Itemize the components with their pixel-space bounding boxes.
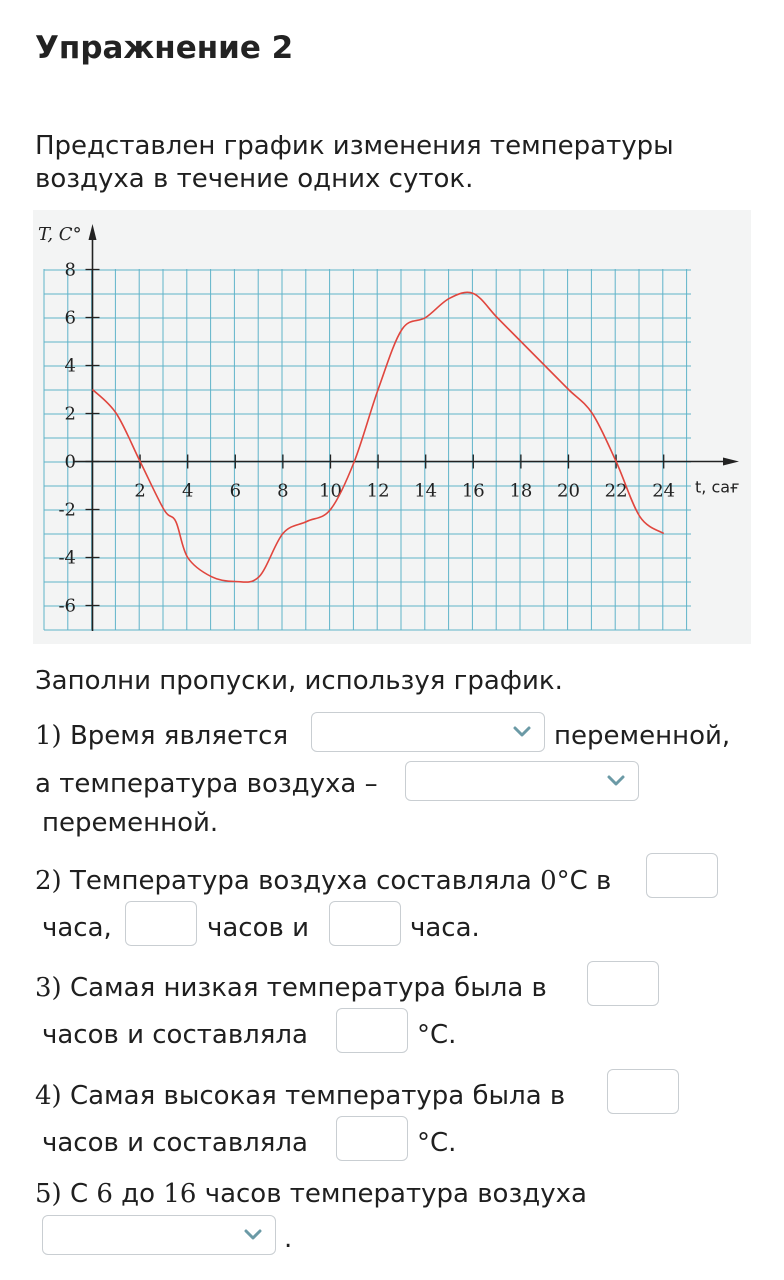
q5-text-a: С bbox=[61, 1179, 97, 1209]
q3-text-a: Самая низкая температура была в bbox=[61, 973, 547, 1003]
x-tick-label: 18 bbox=[509, 480, 533, 502]
q4-input-2[interactable] bbox=[336, 1116, 408, 1161]
q3-input-1[interactable] bbox=[587, 961, 659, 1006]
q3-text-c: °C. bbox=[417, 1020, 457, 1050]
temperature-chart bbox=[33, 210, 751, 644]
q5-dropdown[interactable] bbox=[42, 1215, 276, 1255]
q5-value-2: 16 bbox=[163, 1179, 197, 1209]
q1-text-a: Время является bbox=[61, 721, 289, 751]
q2-text-b: °C в bbox=[556, 866, 612, 896]
y-axis-arrow bbox=[89, 224, 97, 240]
x-tick-label: 8 bbox=[277, 480, 289, 502]
chevron-down-icon bbox=[512, 721, 532, 741]
x-tick-label: 6 bbox=[229, 480, 242, 502]
q4-line1 bbox=[35, 1081, 565, 1111]
y-tick-label: 8 bbox=[64, 259, 76, 281]
x-axis-arrow bbox=[723, 458, 739, 466]
q1-dropdown-1[interactable] bbox=[311, 712, 545, 752]
q3-text-b: часов и составляла bbox=[42, 1020, 308, 1050]
instruction-text: Заполни пропуски, используя график. bbox=[35, 666, 563, 696]
q5-text-b: до bbox=[112, 1179, 164, 1209]
x-tick-label: 20 bbox=[557, 480, 580, 502]
intro-text: Представлен график изменения температуры воздуха в течение одних суток. bbox=[35, 131, 674, 194]
q2-input-3[interactable] bbox=[329, 901, 401, 946]
q1-text-d: переменной. bbox=[42, 808, 219, 838]
q2-text-d: часов и bbox=[207, 913, 309, 943]
q1-number: 1) bbox=[35, 721, 62, 751]
x-tick-label: 16 bbox=[461, 480, 485, 502]
q2-text-e: часа. bbox=[410, 913, 480, 943]
q2-number: 2) bbox=[35, 866, 62, 896]
x-tick-label: 10 bbox=[319, 480, 342, 502]
q4-text-a: Самая высокая температура была в bbox=[61, 1081, 566, 1111]
q4-text-c: °C. bbox=[417, 1128, 457, 1158]
y-tick-label: -4 bbox=[58, 547, 76, 569]
y-tick-label: -2 bbox=[58, 499, 76, 521]
q1-text-b: переменной, bbox=[554, 721, 731, 751]
q5-value-1: 6 bbox=[96, 1179, 113, 1209]
q2-line1 bbox=[35, 866, 611, 896]
chart-svg bbox=[33, 210, 751, 644]
x-tick-label: 2 bbox=[134, 480, 146, 502]
y-tick-label: 6 bbox=[64, 307, 76, 329]
q1-text-c: а температура воздуха – bbox=[35, 769, 378, 799]
q2-value: 0 bbox=[540, 866, 557, 896]
q3-input-2[interactable] bbox=[336, 1008, 408, 1053]
q5-line1 bbox=[35, 1179, 587, 1209]
q5-number: 5) bbox=[35, 1179, 62, 1209]
y-axis-label: T, C° bbox=[38, 224, 82, 245]
q4-number: 4) bbox=[35, 1081, 62, 1111]
x-tick-label: 12 bbox=[366, 480, 390, 502]
x-tick-label: 24 bbox=[652, 480, 676, 502]
q2-input-1[interactable] bbox=[646, 853, 718, 898]
y-tick-label: 0 bbox=[64, 451, 76, 473]
x-tick-label: 22 bbox=[604, 480, 628, 502]
x-tick-label: 14 bbox=[414, 480, 438, 502]
chevron-down-icon bbox=[243, 1224, 263, 1244]
q5-text-d: . bbox=[284, 1224, 293, 1254]
chevron-down-icon bbox=[606, 770, 626, 790]
q5-text-c: часов температура воздуха bbox=[196, 1179, 587, 1209]
q4-input-1[interactable] bbox=[607, 1069, 679, 1114]
q1-line1 bbox=[35, 721, 288, 751]
q4-text-b: часов и составляла bbox=[42, 1128, 308, 1158]
temperature-line bbox=[93, 292, 664, 582]
y-tick-label: 2 bbox=[64, 403, 76, 425]
x-axis-label: t, сағ bbox=[695, 477, 740, 497]
q3-line1 bbox=[35, 973, 547, 1003]
x-tick-label: 4 bbox=[181, 480, 194, 502]
exercise-title: Упражнение 2 bbox=[35, 30, 294, 66]
y-tick-label: 4 bbox=[64, 355, 76, 377]
y-tick-label: -6 bbox=[58, 595, 76, 617]
q2-text-c: часа, bbox=[42, 913, 112, 943]
q2-input-2[interactable] bbox=[125, 901, 197, 946]
q3-number: 3) bbox=[35, 973, 62, 1003]
q2-text-a: Температура воздуха составляла bbox=[61, 866, 541, 896]
q1-dropdown-2[interactable] bbox=[405, 761, 639, 801]
